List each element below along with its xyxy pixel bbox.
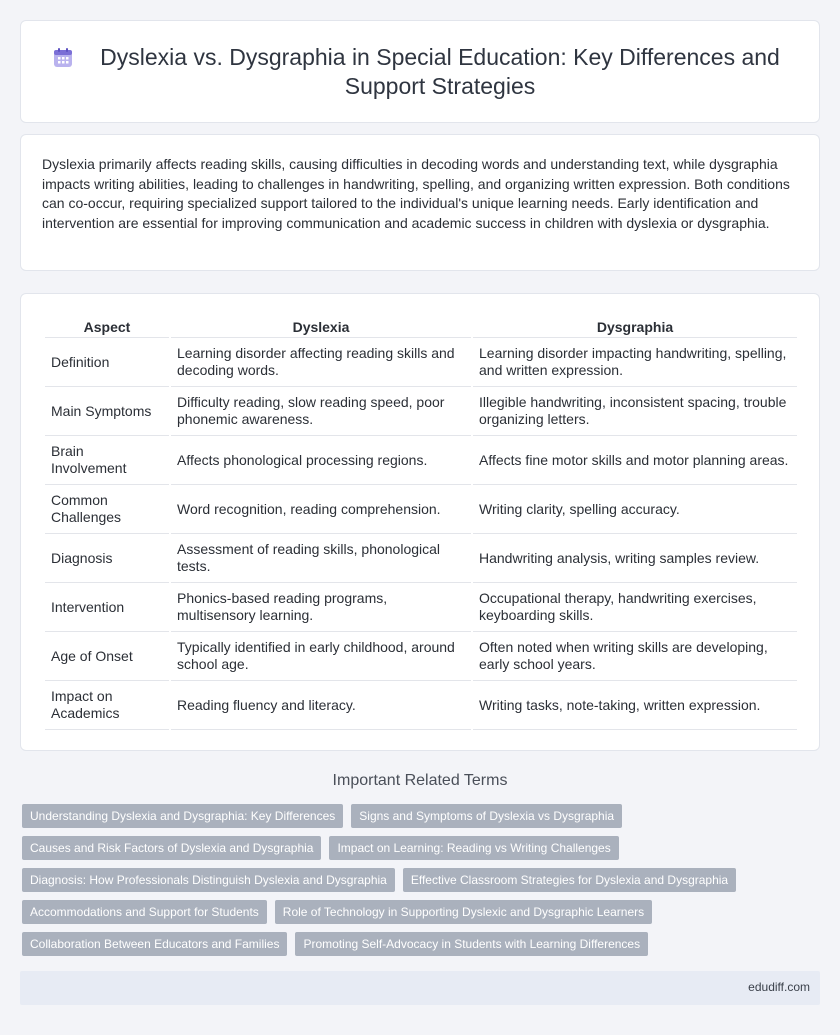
row-dyslexia: Word recognition, reading comprehension. — [171, 485, 471, 534]
column-header-dysgraphia: Dysgraphia — [473, 314, 797, 338]
row-aspect: Main Symptoms — [45, 387, 169, 436]
related-term-link[interactable]: Role of Technology in Supporting Dyslexic and Dysgraphic Learners — [275, 900, 652, 924]
row-dyslexia: Typically identified in early childhood, around school age. — [171, 632, 471, 681]
row-dyslexia: Reading fluency and literacy. — [171, 681, 471, 730]
table-row — [45, 485, 797, 534]
related-term-link[interactable]: Diagnosis: How Professionals Distinguish Dyslexia and Dysgraphia — [22, 868, 395, 892]
table-row — [45, 338, 797, 387]
row-dysgraphia: Often noted when writing skills are developing, early school years. — [473, 632, 797, 681]
row-dyslexia: Learning disorder affecting reading skills and decoding words. — [171, 338, 471, 387]
table-row — [45, 534, 797, 583]
row-aspect: Definition — [45, 338, 169, 387]
related-term-link[interactable]: Promoting Self-Advocacy in Students with Learning Differences — [295, 932, 648, 956]
row-dyslexia: Assessment of reading skills, phonological tests. — [171, 534, 471, 583]
row-dysgraphia: Writing clarity, spelling accuracy. — [473, 485, 797, 534]
intro-card — [20, 134, 820, 271]
row-aspect: Common Challenges — [45, 485, 169, 534]
row-dysgraphia: Illegible handwriting, inconsistent spacing, trouble organizing letters. — [473, 387, 797, 436]
comparison-table — [43, 314, 799, 730]
row-aspect: Diagnosis — [45, 534, 169, 583]
row-dysgraphia: Occupational therapy, handwriting exercises, keyboarding skills. — [473, 583, 797, 632]
row-dyslexia: Phonics-based reading programs, multisensory learning. — [171, 583, 471, 632]
row-aspect: Age of Onset — [45, 632, 169, 681]
comparison-table-card — [20, 293, 820, 751]
table-row — [45, 681, 797, 730]
table-row — [45, 436, 797, 485]
related-term-link[interactable]: Impact on Learning: Reading vs Writing Challenges — [329, 836, 618, 860]
row-aspect: Intervention — [45, 583, 169, 632]
column-header-dyslexia: Dyslexia — [171, 314, 471, 338]
table-header-row — [45, 314, 797, 338]
related-term-link[interactable]: Accommodations and Support for Students — [22, 900, 267, 924]
row-dysgraphia: Learning disorder impacting handwriting, spelling, and written expression. — [473, 338, 797, 387]
related-terms-heading: Important Related Terms — [332, 772, 508, 789]
title-card — [20, 20, 820, 123]
row-dysgraphia: Handwriting analysis, writing samples review. — [473, 534, 797, 583]
table-row — [45, 632, 797, 681]
related-term-link[interactable]: Signs and Symptoms of Dyslexia vs Dysgraphia — [351, 804, 622, 828]
column-header-aspect: Aspect — [45, 314, 169, 338]
related-term-link[interactable]: Understanding Dyslexia and Dysgraphia: Key Differences — [22, 804, 343, 828]
related-terms-list — [22, 804, 802, 964]
table-row — [45, 387, 797, 436]
row-dyslexia: Affects phonological processing regions. — [171, 436, 471, 485]
row-aspect: Brain Involvement — [45, 436, 169, 485]
footer — [20, 971, 820, 1005]
page-title: Dyslexia vs. Dysgraphia in Special Education: Key Differences and Support Strategies — [100, 44, 780, 99]
row-dysgraphia: Affects fine motor skills and motor planning areas. — [473, 436, 797, 485]
row-dysgraphia: Writing tasks, note-taking, written expression. — [473, 681, 797, 730]
footer-site-link[interactable]: edudiff.com — [748, 980, 810, 994]
intro-paragraph: Dyslexia primarily affects reading skills, causing difficulties in decoding words and understanding text, while dysgraphia impacts writing abilities, leading to challenges in handwriting, spelling, and organizing written expression. Both conditions can co-occur, requiring specialized support tailored to the individual's unique learning needs. Early identification and intervention are essential for improving communication and academic success in children with dyslexia or dysgraphia. — [42, 156, 790, 231]
row-aspect: Impact on Academics — [45, 681, 169, 730]
related-term-link[interactable]: Effective Classroom Strategies for Dyslexia and Dysgraphia — [403, 868, 736, 892]
related-term-link[interactable]: Causes and Risk Factors of Dyslexia and Dysgraphia — [22, 836, 321, 860]
related-term-link[interactable]: Collaboration Between Educators and Families — [22, 932, 287, 956]
row-dyslexia: Difficulty reading, slow reading speed, poor phonemic awareness. — [171, 387, 471, 436]
table-row — [45, 583, 797, 632]
